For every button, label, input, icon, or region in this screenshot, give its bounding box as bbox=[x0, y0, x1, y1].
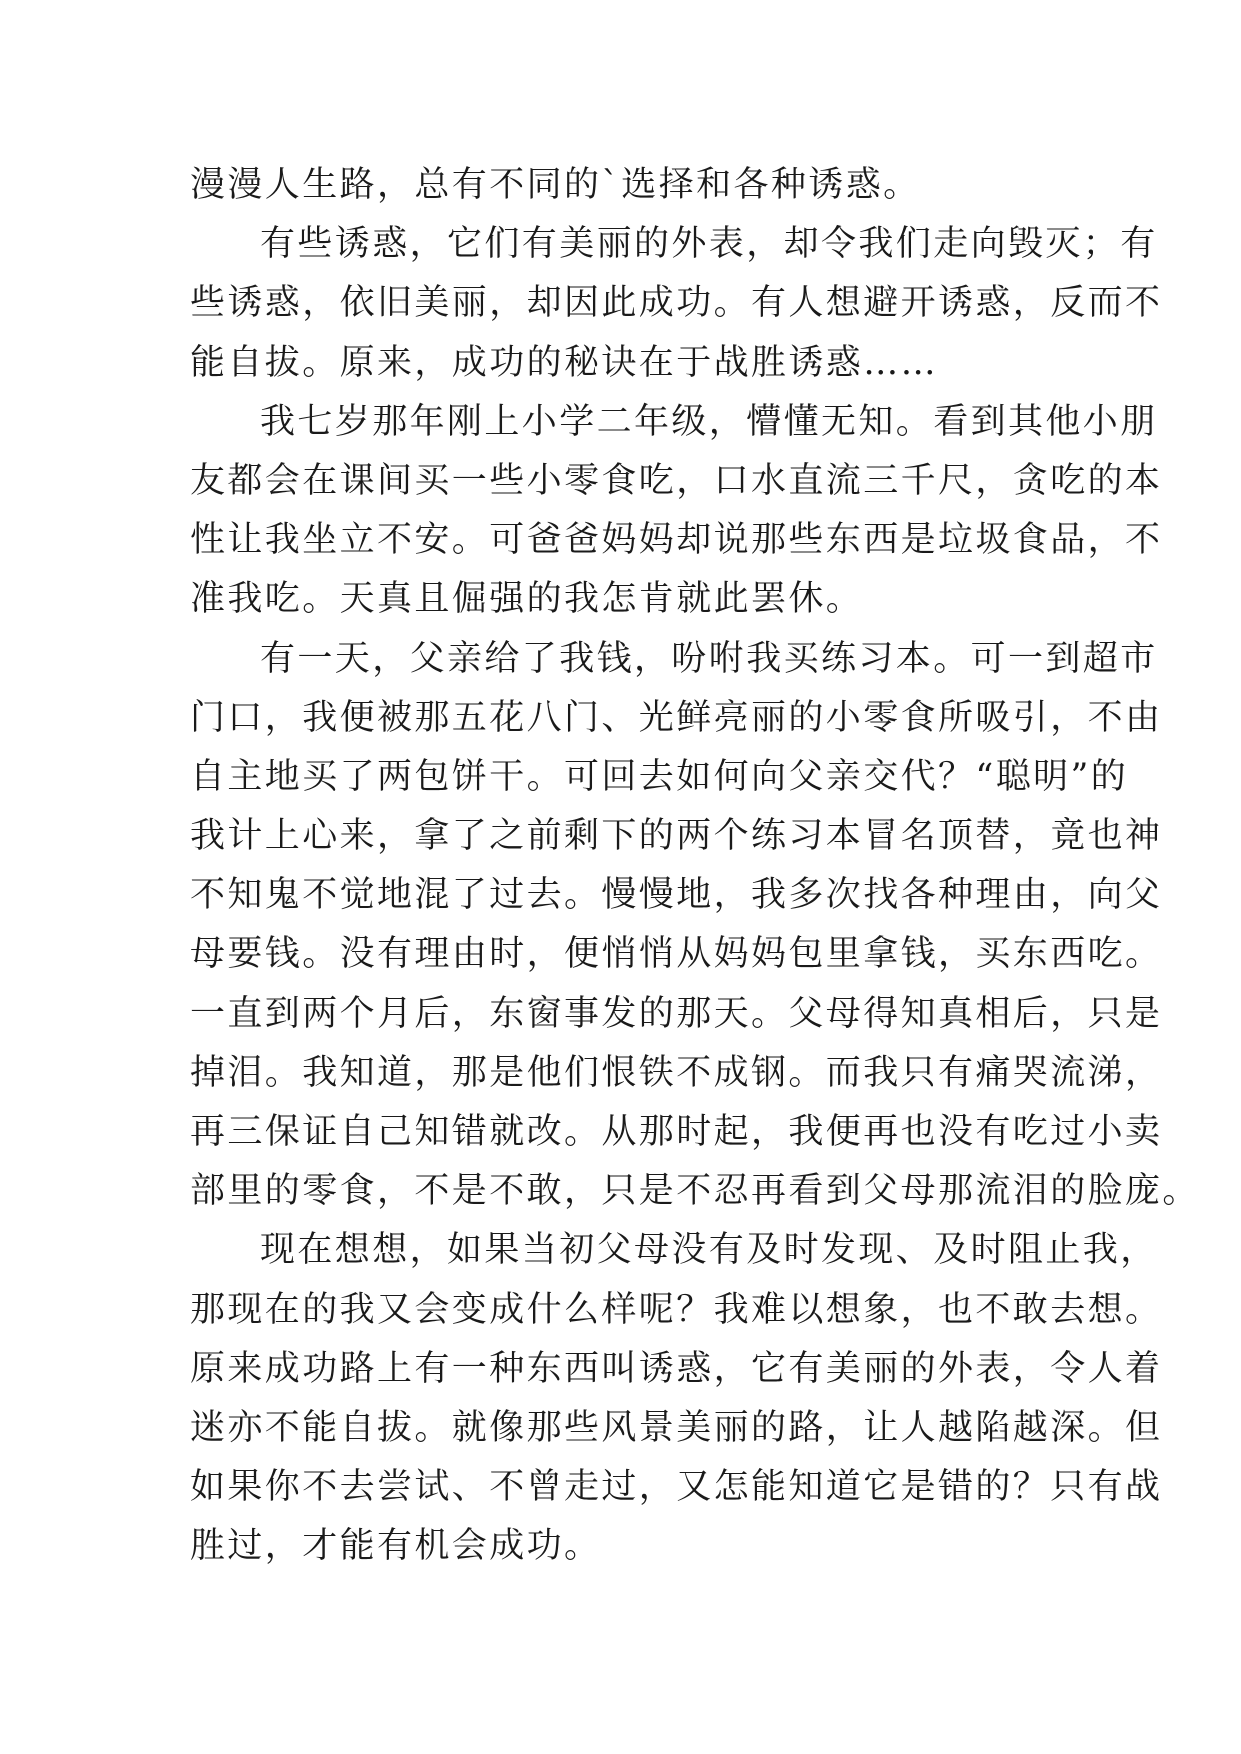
text-line: 再三保证自己知错就改。从那时起，我便再也没有吃过小卖 bbox=[190, 1112, 1163, 1152]
text-line: 漫漫人生路，总有不同的`选择和各种诱惑。 bbox=[190, 165, 921, 205]
text-line: 自主地买了两包饼干。可回去如何向父亲交代？“聪明”的 bbox=[190, 756, 1129, 797]
text-line: 母要钱。没有理由时，便悄悄从妈妈包里拿钱，买东西吃。 bbox=[190, 934, 1163, 975]
text-line: 部里的零食，不是不敢，只是不忍再看到父母那流泪的脸庞。 bbox=[190, 1171, 1200, 1212]
text-line: 那现在的我又会变成什么样呢？我难以想象，也不敢去想。 bbox=[190, 1289, 1163, 1330]
text-line: 些诱惑，依旧美丽，却因此成功。有人想避开诱惑，反而不 bbox=[190, 283, 1163, 324]
text-line: 迷亦不能自拔。就像那些风景美丽的路，让人越陷越深。但 bbox=[190, 1407, 1163, 1448]
text-line: 门口，我便被那五花八门、光鲜亮丽的小零食所吸引，不由 bbox=[190, 697, 1163, 738]
text-line: 能自拔。原来，成功的秘诀在于战胜诱惑…… bbox=[190, 342, 939, 383]
text-line: 原来成功路上有一种东西叫诱惑，它有美丽的外表，令人着 bbox=[190, 1348, 1163, 1389]
text-line: 不知鬼不觉地混了过去。慢慢地，我多次找各种理由，向父 bbox=[190, 875, 1163, 916]
paragraph-start-line: 有一天，父亲给了我钱，吩咐我买练习本。可一到超市 bbox=[260, 638, 1158, 679]
paragraph-start-line: 有些诱惑，它们有美丽的外表，却令我们走向毁灭；有 bbox=[260, 224, 1158, 265]
text-line: 掉泪。我知道，那是他们恨铁不成钢。而我只有痛哭流涕， bbox=[190, 1052, 1163, 1093]
text-line: 友都会在课间买一些小零食吃，口水直流三千尺，贪吃的本 bbox=[190, 460, 1163, 501]
text-line: 如果你不去尝试、不曾走过，又怎能知道它是错的？只有战 bbox=[190, 1467, 1163, 1508]
text-line: 一直到两个月后，东窗事发的那天。父母得知真相后，只是 bbox=[190, 993, 1163, 1034]
paragraph-start-line: 我七岁那年刚上小学二年级，懵懂无知。看到其他小朋 bbox=[260, 401, 1158, 442]
paragraph-start-line: 现在想想，如果当初父母没有及时发现、及时阻止我， bbox=[260, 1230, 1158, 1271]
text-line: 准我吃。天真且倔强的我怎肯就此罢休。 bbox=[190, 579, 864, 620]
text-line: 性让我坐立不安。可爸爸妈妈却说那些东西是垃圾食品，不 bbox=[190, 520, 1163, 561]
text-line: 我计上心来，拿了之前剩下的两个练习本冒名顶替，竟也神 bbox=[190, 816, 1163, 857]
text-line: 胜过，才能有机会成功。 bbox=[190, 1526, 602, 1567]
essay-body bbox=[190, 156, 1200, 1577]
